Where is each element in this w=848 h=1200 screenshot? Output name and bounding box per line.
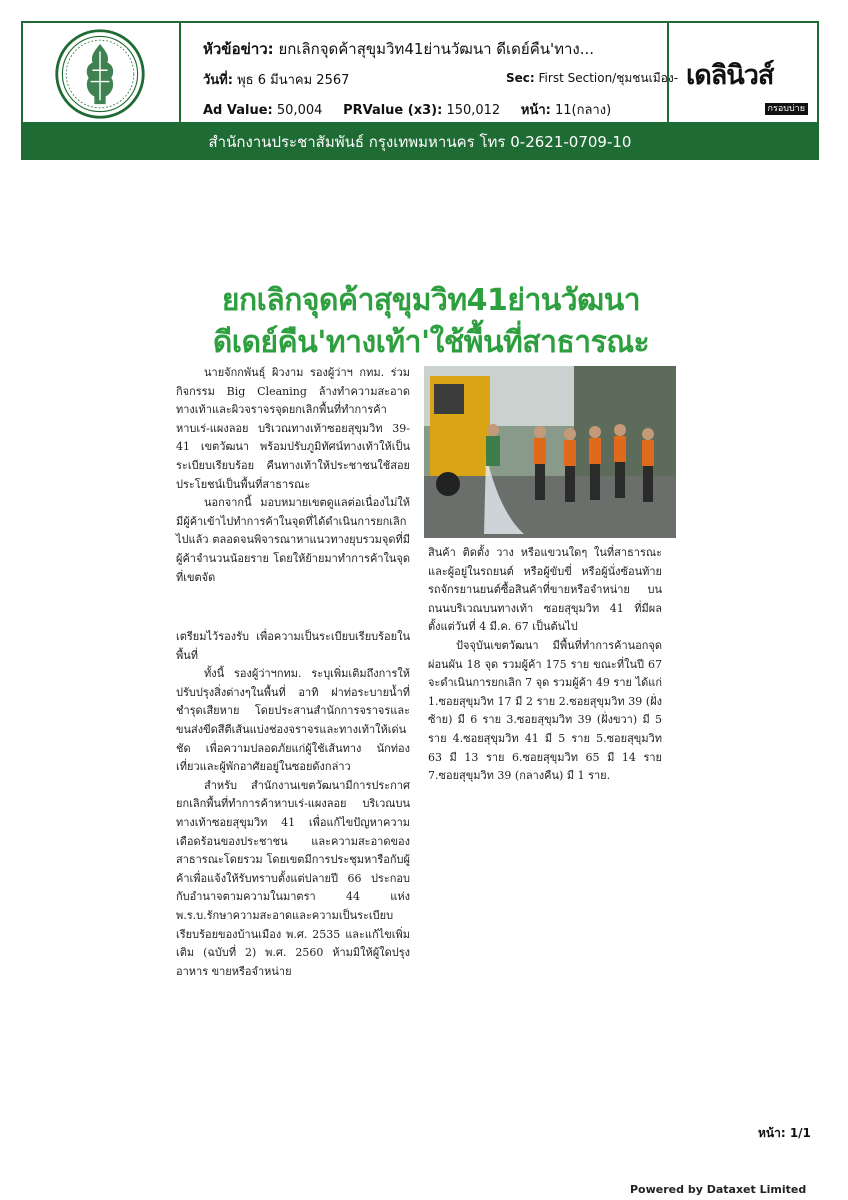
dailynews-logo: เดลินิวส์ กรอบบ่าย [686,53,810,109]
paragraph: เตรียมไว้รองรับ เพื่อความเป็นระเบียบเรียบร้อยในพื้นที่ [176,630,410,662]
paragraph: นายจักกพันธุ์ ผิวงาม รองผู้ว่าฯ กทม. ร่วมกิจกรรม Big Cleaning ล้างทำความสะอาดทางเท้าและผิวจราจรจุดยกเลิกพื้นที่ทำการค้าหาบเร่-แผงลอย บริเวณทางเท้าซอยสุขุมวิท 39-41 เขตวัฒนา พร้อมปรับภูมิทัศน์ทางเท้าให้เป็นระเบียบเรียบร้อย คืนทางเท้าให้ประชาชนใช้สอยประโยชน์เป็นพื้นที่สาธารณะ [176,366,410,491]
headline-line-1: ยกเลิกจุดค้าสุขุมวิท41ย่านวัฒนา [221,283,641,318]
paragraph: ปัจจุบันเขตวัฒนา มีพื้นที่ทำการค้านอกจุดผ่อนผัน 18 จุด รวมผู้ค้า 175 ราย ขณะที่ในปี 67 จะดำเนินการยกเลิก 7 จุด รวมผู้ค้า 49 ราย ได้แก่ 1.ซอยสุขุมวิท 17 มี 2 ราย 2.ซอยสุขุมวิท 39 (ฝั่งซ้าย) มี 6 ราย 3.ซอยสุขุมวิท 39 (ฝั่งขวา) มี 5 ราย 4.ซอยสุขุมวิท 41 มี 5 ราย 5.ซอยสุขุมวิท 63 มี 13 ราย 6.ซอยสุขุมวิท 65 มี 14 ราย 7.ซอยสุขุมวิท 39 (กลางคืน) มี 1 ราย. [428,638,662,783]
cleaning-crew-photo [424,366,676,538]
paragraph: สำหรับ สำนักงานเขตวัฒนามีการประกาศยกเลิกพื้นที่ทำการค้าหาบเร่-แผงลอย บริเวณบนทางเท้าซอยสุขุมวิท 41 เพื่อแก้ไขปัญหาความเดือดร้อนของประชาชน และความสะอาดของสาธารณะโดยรวม โดยเขตมีการประชุมหารือกับผู้ค้าเพื่อแจ้งให้รับทราบตั้งแต่ปลายปี 66 ประกอบกับอำนาจตามความในมาตรา 44 แห่ง พ.ร.บ.รักษาความสะอาดและความเป็นระเบียบเรียบร้อยของบ้านเมือง พ.ศ. 2535 และแก้ไขเพิ่มเติม (ฉบับที่ 2) พ.ศ. 2560 ห้ามมิให้ผู้ใดปรุงอาหาร ขายหรือจำหน่าย [176,778,410,978]
date-row: วันที่: พุธ 6 มีนาคม 2567 [203,73,350,88]
paragraph: ทั้งนี้ รองผู้ว่าฯกทม. ระบุเพิ่มเติมถึงการให้ปรับปรุงสิ่งต่างๆในพื้นที่ อาทิ ฝาท่อระบายน้ำที่ชำรุดเสียหาย โดยประสานสำนักการจราจรและขนส่งขีดสีตีเส้นแบ่งช่องจราจรและทางเท้าให้เด่นชัด เพื่อความปลอดภัยแก่ผู้ใช้เส้นทาง นักท่องเที่ยวและผู้พักอาศัยอยู่ในซอยดังกล่าว [176,667,410,774]
article-column-2 [428,544,662,786]
paragraph: นอกจากนี้ มอบหมายเขตดูแลต่อเนื่องไม่ให้มีผู้ค้าเข้าไปทำการค้าในจุดที่ได้ดำเนินการยกเลิกไปแล้ว ตลอดจนพิจารณาหาแนวทางยุบรวมจุดที่มีผู้ค้าจำนวนน้อยราย โดยให้ย้ายมาทำการค้าในจุดที่เขตจัด [176,496,410,584]
clipping-header [21,21,819,124]
edition-tag: กรอบบ่าย [765,103,808,115]
article-column-1-bottom [176,628,410,981]
section-label: Sec: First Section/ชุมชนเมือง- [506,71,679,85]
divider [179,23,181,122]
article-headline [196,280,666,364]
paragraph: สินค้า ติดตั้ง วาง หรือแขวนใดๆ ในที่สาธารณะ และผู้อยู่ในรถยนต์ หรือผู้ขับขี่ หรือผู้นั่งซ้อนท้ายรถจักรยานยนต์ซื้อสินค้าที่ขายหรือจำหน่าย บนถนนบริเวณบนทางเท้า ซอยสุขุมวิท 41 ที่มีผลตั้งแต่วันที่ 4 มี.ค. 67 เป็นต้นไป [428,546,662,634]
headline-line-2: ดีเดย์คืน'ทางเท้า'ใช้พื้นที่สาธารณะ [212,325,650,360]
value-row: Ad Value: 50,004 PRValue (x3): 150,012 หน้า: 11(กลาง) [203,103,612,118]
pr-office-bar: สำนักงานประชาสัมพันธ์ กรุงเทพมหานคร โทร 0-2621-0709-10 [21,124,819,160]
powered-by: Powered by Dataxet Limited [630,1183,807,1196]
bma-seal-logo [53,27,147,121]
article-column-1-top [176,364,410,587]
headline-row: หัวข้อข่าว: ยกเลิกจุดค้าสุขุมวิท41ย่านวัฒนา ดีเดย์คืน'ทาง... [203,40,595,58]
page-number: หน้า: 1/1 [758,1126,811,1140]
